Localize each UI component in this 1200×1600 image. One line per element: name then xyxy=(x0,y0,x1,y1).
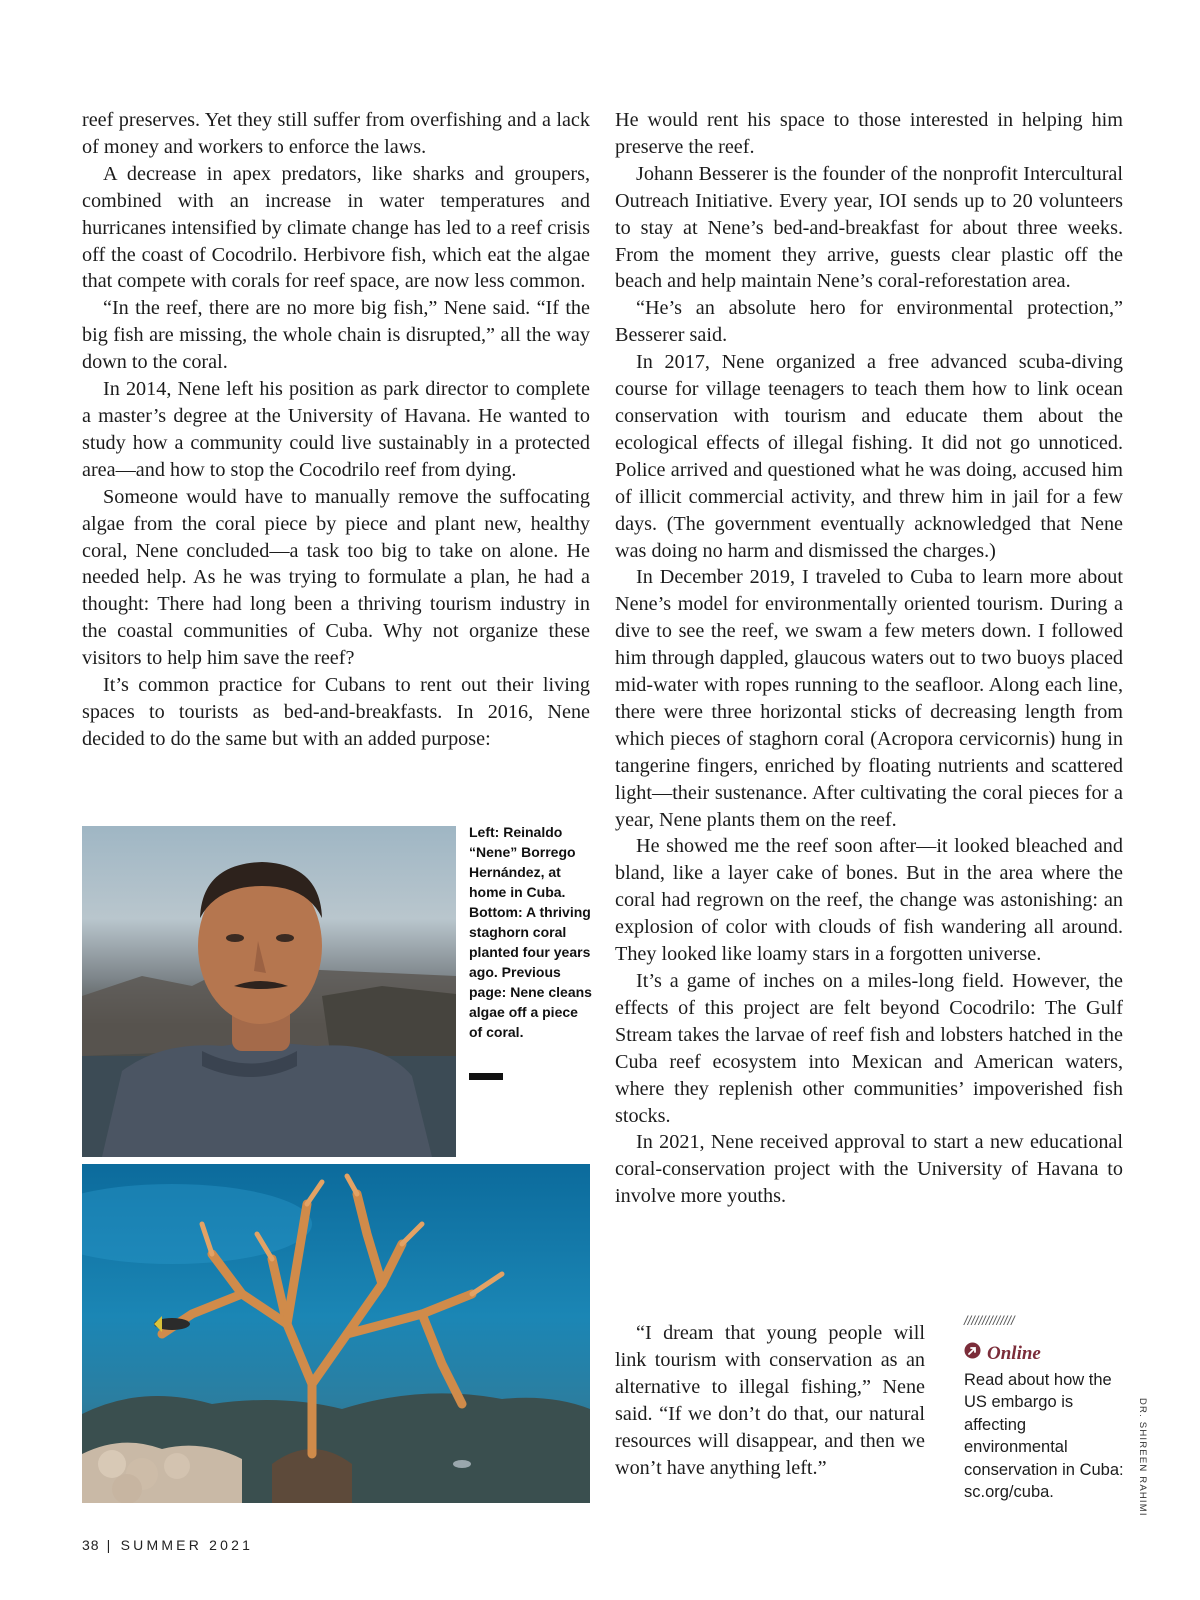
body-paragraph: In 2021, Nene received approval to start a new educational coral-conservation project with the University of Havana to involve more youths. xyxy=(615,1131,1123,1208)
body-paragraph: It’s a game of inches on a miles-long field. However, the effects of this project are felt beyond Cocodrilo: The Gulf Stream takes the larvae of reef fish and lobsters hatched in the Cuba reef ecosystem into Mexican and American waters, where they replenish other communities’ impoverished fish stocks. xyxy=(615,970,1123,1127)
sidebar-body: Read about how the US embargo is affecting environmental conservation in Cuba: sc.org/cuba. xyxy=(964,1371,1124,1502)
portrait-illustration xyxy=(82,826,456,1157)
body-paragraph: It’s common practice for Cubans to rent out their living spaces to tourists as bed-and-breakfasts. In 2016, Nene decided to do the same but with an added purpose: xyxy=(82,674,590,750)
coral-illustration xyxy=(82,1164,590,1503)
closing-column xyxy=(615,1320,925,1481)
body-column-right xyxy=(615,107,1123,1210)
body-paragraph: In December 2019, I traveled to Cuba to learn more about Nene’s model for environmentally oriented tourism. During a dive to see the reef, we swam a few meters down. I followed him through dappled, glaucous waters out to two buoys placed mid-water with ropes running to the seafloor. Along each line, there were three horizontal sticks of decreasing length from which pieces of staghorn coral (Acropora cervicornis) hung in tangerine fingers, enriched by floating nutrients and scattered light—their sustenance. After cultivating the coral pieces for a year, Nene plants them on the reef. xyxy=(615,566,1123,831)
issue-label: SUMMER 2021 xyxy=(120,1537,254,1553)
folio-separator: | xyxy=(106,1537,114,1553)
sidebar-heading-text: Online xyxy=(987,1342,1041,1364)
page-number: 38 xyxy=(82,1537,100,1553)
body-paragraph: Someone would have to manually remove the suffocating algae from the coral piece by piece and plant new, healthy coral, Nene concluded—a task too big to take on alone. He needed help. As he was trying to formulate a plan, he had a thought: There had long been a thriving tourism industry in the coastal communities of Cuba. Why not organize these visitors to help him save the reef? xyxy=(82,485,590,670)
body-paragraph: “I dream that young people will link tourism with conservation as an alternative to illegal fishing,” Nene said. “If we don’t do that, our natural resources will disappear, and then we won’t have anything left.” xyxy=(615,1322,925,1479)
coral-photo xyxy=(82,1164,590,1503)
body-paragraph: “He’s an absolute hero for environmental protection,” Besserer said. xyxy=(615,297,1123,347)
page-folio xyxy=(82,1537,253,1553)
photo-credit: DR. SHIREEN RAHIMI xyxy=(1137,1398,1148,1517)
sidebar-heading xyxy=(964,1342,1124,1365)
body-paragraph: In 2014, Nene left his position as park director to complete a master’s degree at the University of Havana. He wanted to study how a community could live sustainably in a protected area—and how to stop the Cocodrilo reef from dying. xyxy=(82,378,590,481)
body-paragraph: In 2017, Nene organized a free advanced scuba-diving course for village teenagers to teach them how to link ocean conservation with tourism and educate them about the ecological effects of illegal fishing. It did not go unnoticed. Police arrived and questioned what he was doing, accused him of illicit commercial activity, and threw him in jail for a few days. (The government eventually acknowledged that Nene was doing no harm and dismissed the charges.) xyxy=(615,351,1123,562)
body-paragraph: reef preserves. Yet they still suffer from overfishing and a lack of money and workers to enforce the laws. xyxy=(82,109,590,158)
body-paragraph: He would rent his space to those interested in helping him preserve the reef. xyxy=(615,109,1123,158)
sidebar-rule: ////////////// xyxy=(964,1313,1015,1328)
body-column-left xyxy=(82,107,590,753)
body-paragraph: Johann Besserer is the founder of the nonprofit Intercultural Outreach Initiative. Every year, IOI sends up to 20 volunteers to stay at Nene’s bed-and-breakfast for about three weeks. From the moment they arrive, guests clear plastic off the beach and help maintain Nene’s coral-reforestation area. xyxy=(615,162,1123,293)
body-paragraph: A decrease in apex predators, like sharks and groupers, combined with an increase in water temperatures and hurricanes intensified by climate change has led to a reef crisis off the coast of Cocodrilo. Herbivore fish, which eat the algae that compete with corals for reef space, are now less common. xyxy=(82,162,590,293)
portrait-photo xyxy=(82,826,456,1157)
photo-caption: Left: Reinaldo “Nene” Borrego Hernández, at home in Cuba. Bottom: A thriving staghorn coral planted four years ago. Previous page: Nene cleans algae off a piece of coral. xyxy=(469,824,592,1040)
body-paragraph: He showed me the reef soon after—it looked bleached and bland, like a layer cake of bones. But in the area where the coral had regrown on the reef, the change was astonishing: an explosion of color with clouds of fish wandering all around. They looked like loamy stars in a forgotten universe. xyxy=(615,835,1123,966)
body-paragraph: “In the reef, there are no more big fish,” Nene said. “If the big fish are missing, the whole chain is disrupted,” all the way down to the coral. xyxy=(82,297,590,374)
online-sidebar xyxy=(964,1313,1124,1503)
caption-rule xyxy=(469,1073,503,1080)
arrow-circle-icon xyxy=(964,1342,981,1365)
